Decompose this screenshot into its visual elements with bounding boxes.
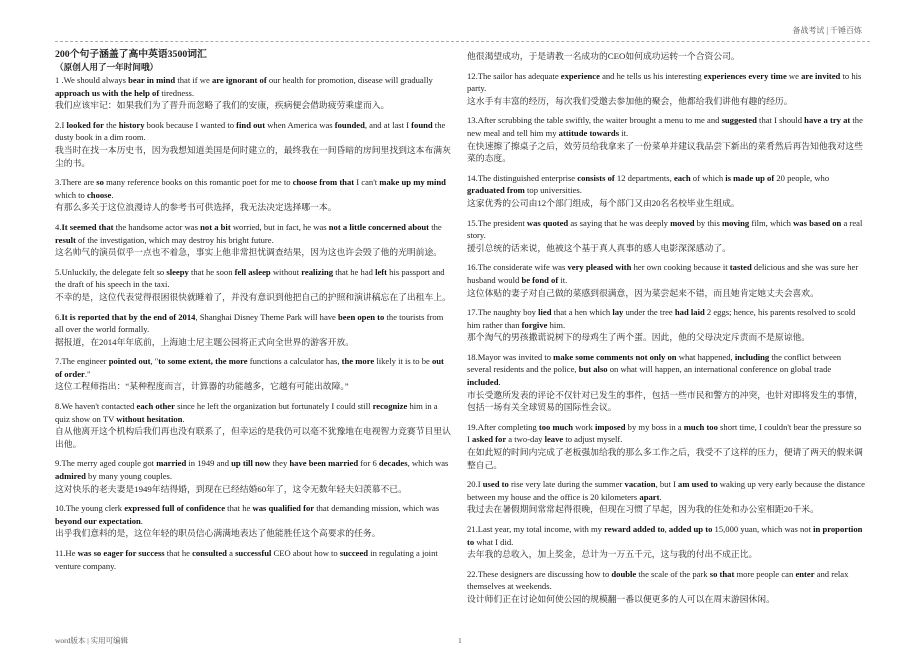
key-phrase: succeed bbox=[339, 548, 369, 558]
sentence-en bbox=[55, 120, 445, 143]
sentence-text: the handsome actor was bbox=[113, 221, 201, 232]
sentence-en bbox=[55, 503, 439, 526]
sentence-text: his passport and the draft of his speech in the taxi. bbox=[55, 266, 445, 290]
sentence-text: delicious and she was sure her husband would bbox=[467, 262, 859, 285]
sentence-text: top universities. bbox=[524, 185, 582, 196]
sentence-en bbox=[467, 569, 848, 592]
key-phrase: decades bbox=[378, 458, 408, 469]
key-phrase: moved bbox=[670, 217, 695, 228]
page-header: 备战考试 | 千锤百炼 bbox=[792, 26, 862, 35]
key-phrase: too much bbox=[538, 421, 573, 432]
sentence-entry bbox=[467, 172, 865, 210]
sentence-text: what I did. bbox=[474, 536, 514, 547]
key-phrase: up till now bbox=[231, 458, 271, 469]
sentence-text: 21.Last year, my total income, with my bbox=[467, 524, 605, 534]
key-phrase: tasted bbox=[729, 262, 752, 273]
key-phrase: suggested bbox=[721, 115, 757, 126]
sentence-text: 8.We haven't contacted bbox=[55, 401, 137, 412]
translation-zh: 我当时在找一本历史书，因为我想知道美国是何时建立的，最终我在一间昏暗的房间里找到这本布满灰尘的书。 bbox=[55, 144, 451, 168]
sentence-entry bbox=[55, 355, 453, 393]
sentence-en bbox=[55, 312, 443, 335]
translation-zh: 这水手有丰富的经历，每次我们受邀去参加他的聚会，他都给我们讲他有趣的经历。 bbox=[467, 95, 793, 106]
key-phrase: It is reported that by the end of 2014 bbox=[61, 311, 196, 322]
sentence-text: . bbox=[111, 189, 114, 200]
sentence-en bbox=[55, 401, 438, 424]
sentence-text: that if we bbox=[175, 75, 212, 85]
translation-zh: 不幸的是，这位代表觉得很困很快就睡着了，并没有意识到他把自己的护照和演讲稿忘在了出租车上。 bbox=[55, 291, 451, 302]
sentence-text: under the tree bbox=[623, 307, 675, 318]
document-subtitle: （原创人用了一年时间哦） bbox=[55, 62, 159, 72]
sentence-text: for 6 bbox=[358, 458, 379, 469]
sentence-entry bbox=[467, 70, 865, 108]
key-phrase: much too bbox=[683, 421, 718, 432]
sentence-text: to adjust myself. bbox=[563, 434, 623, 445]
sentence-en bbox=[55, 222, 442, 245]
left-column bbox=[55, 48, 453, 579]
sentence-text: the scale of the park bbox=[636, 568, 710, 579]
sentence-text: 12 departments, bbox=[614, 172, 674, 183]
sentence-text: that I should bbox=[756, 115, 805, 126]
sentence-text: , bbox=[664, 524, 669, 534]
translation-zh: 据报道，在2014年年底前，上海迪士尼主题公园将正式向全世界的游客开放。 bbox=[55, 336, 355, 347]
sentence-text: 19.After completing bbox=[467, 421, 539, 432]
sentence-text: which to bbox=[55, 189, 87, 200]
sentence-text: that he had bbox=[333, 266, 376, 277]
sentence-en bbox=[55, 548, 438, 571]
key-phrase: including bbox=[734, 351, 770, 362]
sentence-text: that a hen which bbox=[551, 307, 613, 318]
sentence-entry bbox=[467, 217, 865, 255]
sentence-text: more people can bbox=[734, 568, 796, 579]
key-phrase: have a try at bbox=[804, 115, 851, 126]
key-phrase: used to bbox=[482, 479, 509, 490]
sentence-text: 1 .We should always bbox=[55, 75, 129, 85]
key-phrase: very pleased with bbox=[567, 262, 632, 273]
sentence-en bbox=[467, 115, 863, 138]
key-phrase: looked for bbox=[66, 119, 104, 130]
key-phrase: find out bbox=[236, 119, 266, 130]
translation-zh: 这家优秀的公司由12个部门组成，每个部门又由20名名校毕业生组成。 bbox=[467, 197, 740, 208]
sentence-entry bbox=[55, 502, 453, 540]
key-phrase: are ignorant of bbox=[211, 75, 267, 85]
key-phrase: founded bbox=[334, 119, 365, 130]
key-phrase: in proportion to bbox=[467, 524, 863, 547]
sentence-text: by this bbox=[694, 217, 722, 228]
key-phrase: choose bbox=[86, 189, 112, 200]
sentence-text: 2.I bbox=[55, 119, 67, 130]
page-number: 1 bbox=[458, 636, 462, 645]
sentence-en bbox=[55, 356, 444, 379]
key-phrase: sleepy bbox=[166, 266, 189, 277]
sentence-en bbox=[467, 71, 861, 94]
sentence-text: tiredness. bbox=[159, 87, 195, 98]
sentence-text: the tourists from all over the world formally. bbox=[55, 311, 444, 335]
sentence-en bbox=[467, 307, 855, 330]
sentence-entry bbox=[55, 74, 453, 112]
sentence-text: in 1949 and bbox=[186, 458, 232, 469]
sentence-text: him in a quiz show on TV bbox=[55, 401, 438, 424]
sentence-text: 5.Unluckily, the delegate felt so bbox=[55, 266, 167, 277]
key-phrase: consulted bbox=[192, 548, 227, 558]
sentence-entry bbox=[55, 221, 453, 259]
sentence-entry bbox=[467, 261, 865, 299]
sentence-text: that he soon bbox=[188, 266, 235, 277]
sentence-text: without bbox=[270, 266, 302, 277]
sentence-text: him. bbox=[547, 319, 566, 330]
sentence-text: 4. bbox=[55, 221, 62, 232]
key-phrase: was quoted bbox=[526, 217, 569, 228]
sentence-text: book because I wanted to bbox=[144, 119, 237, 130]
key-phrase: double bbox=[611, 568, 637, 579]
sentence-entry bbox=[55, 176, 453, 214]
sentence-text: I can't bbox=[354, 177, 380, 188]
sentence-text: as saying that he was deeply bbox=[568, 217, 671, 228]
key-phrase: not a little concerned about bbox=[328, 221, 430, 232]
sentence-text: what happened, bbox=[676, 351, 735, 362]
key-phrase: so bbox=[96, 177, 104, 188]
sentence-text: 14.The distinguished enterprise bbox=[467, 172, 578, 183]
key-phrase: not a bit bbox=[200, 221, 231, 232]
key-phrase: successful bbox=[235, 548, 272, 558]
header-divider bbox=[55, 41, 870, 42]
sentence-en bbox=[55, 177, 446, 200]
translation-zh: 去年我的总收入，加上奖金，总计为一万五千元，这与我的付出不成正比。 bbox=[467, 549, 758, 560]
sentence-text: the bbox=[429, 221, 442, 232]
translation-zh: 这位体贴的妻子对自己做的菜感到很满意，因为菜尝起来不错，而且她肯定她丈夫会喜欢。 bbox=[467, 287, 819, 298]
sentence-text: and he tells us his interesting bbox=[599, 70, 704, 81]
sentence-text: short time, I couldn't bear the pressure so I bbox=[467, 421, 862, 445]
key-phrase: out of order bbox=[55, 356, 444, 379]
key-phrase: make some comments not only on bbox=[553, 351, 677, 362]
sentence-text: it. bbox=[619, 127, 629, 138]
key-phrase: was so eager for success bbox=[77, 548, 165, 558]
key-phrase: realizing bbox=[301, 266, 334, 277]
sentence-text: a bbox=[226, 548, 236, 558]
sentence-en bbox=[467, 352, 841, 387]
key-phrase: make up my mind bbox=[379, 177, 446, 188]
key-phrase: history bbox=[118, 119, 145, 130]
sentence-text: . bbox=[140, 515, 143, 526]
sentence-entry bbox=[55, 457, 453, 495]
sentence-text: 18.Mayor was invited to bbox=[467, 351, 554, 362]
sentence-text: 7.The engineer bbox=[55, 356, 109, 367]
sentence-text: on what will happen, an international conference on global trade bbox=[607, 364, 832, 375]
sentence-text: . bbox=[659, 491, 662, 502]
sentence-text: the dusty book in a dim room. bbox=[55, 119, 446, 143]
sentence-text: film, which bbox=[749, 217, 794, 228]
sentence-text: of the investigation, which may destroy his bright future. bbox=[75, 234, 274, 245]
sentence-text: 16.The considerate wife was bbox=[467, 262, 568, 273]
key-phrase: added up to bbox=[668, 524, 713, 534]
key-phrase: was based on bbox=[793, 217, 842, 228]
sentence-entry bbox=[55, 311, 453, 349]
sentence-text: CEO about how to bbox=[271, 548, 340, 558]
key-phrase: found bbox=[411, 119, 433, 130]
key-phrase: approach us with the help of bbox=[55, 87, 160, 98]
key-phrase: was qualified for bbox=[252, 503, 315, 514]
translation-zh: 这对快乐的老夫妻是1949年结得婚，到现在已经结婚60年了，这令无数年轻夫妇羡慕不已。 bbox=[55, 483, 407, 494]
sentence-text: her own cooking because it bbox=[631, 262, 730, 273]
translation-zh: 市长受邀所发表的评论不仅针对已发生的事件，包括一些市民和警方的冲突，也针对即将发生的事情，包括一场有关全球贸易的国际性会议。 bbox=[467, 389, 863, 413]
sentence-text: work bbox=[572, 421, 595, 432]
key-phrase: had laid bbox=[674, 307, 705, 318]
translation-zh: 他很渴望成功，于是请教一名成功的CEO如何成功运转一个合资公司。 bbox=[467, 51, 740, 61]
sentence-entry bbox=[55, 266, 453, 304]
sentence-text: 15.The president bbox=[467, 217, 527, 228]
sentence-text: our health for promotion, disease will gradually bbox=[266, 75, 433, 85]
sentence-text: that he bbox=[225, 503, 253, 514]
key-phrase: left bbox=[375, 266, 388, 277]
key-phrase: been open to bbox=[338, 311, 385, 322]
sentence-text: 20 people, who bbox=[774, 172, 830, 183]
key-phrase: result bbox=[55, 234, 76, 245]
key-phrase: married bbox=[156, 458, 187, 469]
key-phrase: are invited bbox=[801, 70, 841, 81]
key-phrase: to some extent, the more bbox=[158, 356, 248, 367]
key-phrase: enter bbox=[795, 568, 815, 579]
right-column bbox=[467, 50, 865, 613]
sentence-text: 15,000 yuan, which was not bbox=[712, 524, 814, 534]
sentence-text: , which was bbox=[407, 458, 449, 469]
sentence-text: when America was bbox=[265, 119, 335, 130]
translation-zh: 援引总统的话来说，他被这个基于真人真事的感人电影深深感动了。 bbox=[467, 242, 731, 253]
sentence-text: . bbox=[182, 413, 185, 424]
key-phrase: beyond our expectation bbox=[55, 515, 141, 526]
sentence-text: that he bbox=[164, 548, 193, 558]
translation-zh: 我过去在暑假期间常常起得很晚，但现在习惯了早起，因为我的住处和办公室相距20千米。 bbox=[467, 504, 819, 515]
key-phrase: bear in mind bbox=[128, 75, 176, 85]
key-phrase: vacation bbox=[624, 479, 656, 490]
key-phrase: lay bbox=[612, 307, 624, 318]
key-phrase: lied bbox=[538, 307, 552, 318]
sentence-text: likely it is to be bbox=[374, 356, 432, 367]
translation-zh: 有那么多关于这位浪漫诗人的参考书可供选择，我无法决定选择哪一本。 bbox=[55, 202, 337, 213]
sentence-text: 3.There are bbox=[55, 177, 97, 188]
translation-zh: 这名帅气的演员似乎一点也不着急，事实上他非常担忧调查结果，因为这也许会毁了他的光明前途。 bbox=[55, 247, 443, 258]
translation-zh: 那个淘气的男孩撒谎说树下的母鸡生了两个蛋。因此，他的父母决定斥责而不是原谅他。 bbox=[467, 332, 811, 343]
sentence-text: 22.These designers are discussing how to bbox=[467, 568, 612, 579]
key-phrase: apart bbox=[639, 491, 660, 502]
sentence-text: rise very late during the summer bbox=[508, 479, 625, 490]
continuation-translation bbox=[467, 50, 865, 63]
sentence-text: , Shanghai Disney Theme Park will have bbox=[195, 311, 339, 322]
sentence-entry bbox=[55, 547, 453, 572]
sentence-en bbox=[55, 267, 445, 290]
sentence-text: , " bbox=[150, 356, 159, 367]
sentence-text: , but I bbox=[655, 479, 679, 490]
sentence-text: many reference books on this romantic poet for me to bbox=[103, 177, 293, 188]
sentence-entry bbox=[467, 351, 865, 414]
sentence-entry bbox=[467, 523, 865, 561]
translation-zh: 在快速擦了擦桌子之后，效劳员给我拿来了一份菜单并建议我品尝下新出的菜肴然后再告知他我对这些菜的态度。 bbox=[467, 140, 863, 164]
sentence-entry bbox=[467, 421, 865, 471]
sentence-text: 10.The young clerk bbox=[55, 503, 125, 514]
key-phrase: each bbox=[673, 172, 691, 183]
key-phrase: consists of bbox=[577, 172, 615, 183]
sentence-text: 6. bbox=[55, 311, 62, 322]
key-phrase: am used to bbox=[678, 479, 718, 490]
key-phrase: experience bbox=[560, 70, 600, 81]
sentence-text: of which bbox=[690, 172, 726, 183]
key-phrase: but also bbox=[578, 364, 608, 375]
sentence-text: they bbox=[270, 458, 290, 469]
sentence-text: . bbox=[498, 377, 501, 388]
sentence-en bbox=[467, 479, 865, 502]
sentence-en bbox=[467, 422, 861, 445]
sentence-text: 12.The sailor has adequate bbox=[467, 70, 561, 81]
page-footer: word版本 | 实用可编辑 bbox=[55, 636, 129, 645]
sentence-entry bbox=[467, 568, 865, 606]
sentence-en bbox=[467, 262, 858, 285]
sentence-text: 20.I bbox=[467, 479, 483, 490]
sentence-text: 9.The merry aged couple got bbox=[55, 458, 157, 469]
sentence-entry bbox=[467, 114, 865, 164]
translation-zh: 出乎我们意料的是，这位年轻的职员信心满满地表达了他能胜任这个高要求的任务。 bbox=[55, 528, 381, 539]
key-phrase: without hesitation bbox=[116, 413, 183, 424]
sentence-text: the conflict between several residents and the police, bbox=[467, 351, 842, 375]
sentence-text: that demanding mission, which was bbox=[314, 503, 440, 514]
sentence-text: since he left the organization but fortunately I could still bbox=[174, 401, 373, 412]
key-phrase: be fond of bbox=[521, 274, 559, 285]
right-sentences bbox=[467, 70, 865, 606]
sentence-text: 11.He bbox=[55, 548, 78, 558]
key-phrase: fell asleep bbox=[234, 266, 271, 277]
sentence-text: the bbox=[103, 119, 119, 130]
sentence-text: and relax themselves at weekends. bbox=[467, 568, 849, 592]
document-title: 200个句子涵盖了高中英语3500词汇 bbox=[55, 49, 207, 60]
key-phrase: pointed out bbox=[108, 356, 151, 367]
key-phrase: reward added to bbox=[604, 524, 665, 534]
key-phrase: admired bbox=[55, 471, 86, 482]
key-phrase: forgive bbox=[521, 319, 548, 330]
left-sentences bbox=[55, 74, 453, 572]
sentence-text: worried, but in fact, he was bbox=[230, 221, 329, 232]
key-phrase: experiences every time bbox=[703, 70, 787, 81]
key-phrase: have been married bbox=[289, 458, 359, 469]
key-phrase: is made up of bbox=[725, 172, 775, 183]
sentence-en bbox=[467, 173, 829, 196]
sentence-en bbox=[467, 218, 862, 241]
sentence-text: in regulating a joint venture company. bbox=[55, 548, 438, 571]
key-phrase: It seemed that bbox=[61, 221, 114, 232]
key-phrase: imposed bbox=[594, 421, 626, 432]
translation-zh: 在如此短的时间内完成了老板强加给我的那么多工作之后，我受不了这样的压力，便请了两天的假来调整自己。 bbox=[467, 447, 863, 470]
sentence-entry bbox=[467, 306, 865, 344]
key-phrase: included bbox=[467, 377, 499, 388]
sentence-text: 17.The naughty boy bbox=[467, 307, 539, 318]
sentence-en bbox=[55, 458, 448, 481]
sentence-text: ." bbox=[84, 368, 91, 379]
key-phrase: recognize bbox=[372, 401, 408, 412]
key-phrase: each other bbox=[136, 401, 175, 412]
key-phrase: leave bbox=[544, 434, 564, 445]
key-phrase: so that bbox=[709, 568, 735, 579]
translation-zh: 自从他离开这个机构后我们再也没有联系了，但幸运的是我仍可以毫不犹豫地在电视智力竞赛节目里认出他。 bbox=[55, 426, 451, 449]
translation-zh: 我们应该牢记：如果我们为了晋升而忽略了我们的安康，疾病便会借助疲劳乘虚而入。 bbox=[55, 100, 390, 111]
key-phrase: attitude towards bbox=[558, 127, 620, 138]
sentence-en bbox=[55, 75, 433, 98]
sentence-text: it. bbox=[558, 274, 568, 285]
sentence-text: the new meal and tell him my bbox=[467, 115, 863, 138]
sentence-text: a real story. bbox=[467, 217, 863, 241]
key-phrase: graduated from bbox=[467, 185, 525, 196]
sentence-text: 13.After scrubbing the table swiftly, the waiter brought a menu to me and bbox=[467, 115, 722, 126]
sentence-text: we bbox=[786, 70, 802, 81]
key-phrase: moving bbox=[721, 217, 750, 228]
sentence-en bbox=[467, 524, 862, 547]
sentence-text: to his party. bbox=[467, 70, 862, 94]
translation-zh: 这位工程师指出：“某种程度而言，计算器的功能越多，它越有可能出故障。” bbox=[55, 381, 349, 392]
sentence-text: , and at last I bbox=[364, 119, 412, 130]
sentence-text: functions a calculator has, bbox=[247, 356, 342, 367]
key-phrase: choose from that bbox=[292, 177, 355, 188]
key-phrase: asked for bbox=[472, 434, 507, 445]
sentence-text: 2 eggs; hence, his parents resolved to scold him rather than bbox=[467, 307, 856, 330]
sentence-text: by many young couples. bbox=[85, 471, 173, 482]
sentence-text: waking up very early because the distance between my house and the office is 20 kilometers bbox=[467, 479, 865, 502]
sentence-text: by my boss in a bbox=[625, 421, 684, 432]
sentence-entry bbox=[55, 400, 453, 450]
sentence-text: a two-day bbox=[506, 434, 545, 445]
sentence-entry bbox=[55, 119, 453, 169]
key-phrase: expressed full of confidence bbox=[124, 503, 226, 514]
translation-zh: 设计师们正在讨论如何使公园的规模翻一番以便更多的人可以在周末游园休闲。 bbox=[467, 593, 775, 604]
sentence-entry bbox=[467, 478, 865, 516]
key-phrase: the more bbox=[341, 356, 375, 367]
